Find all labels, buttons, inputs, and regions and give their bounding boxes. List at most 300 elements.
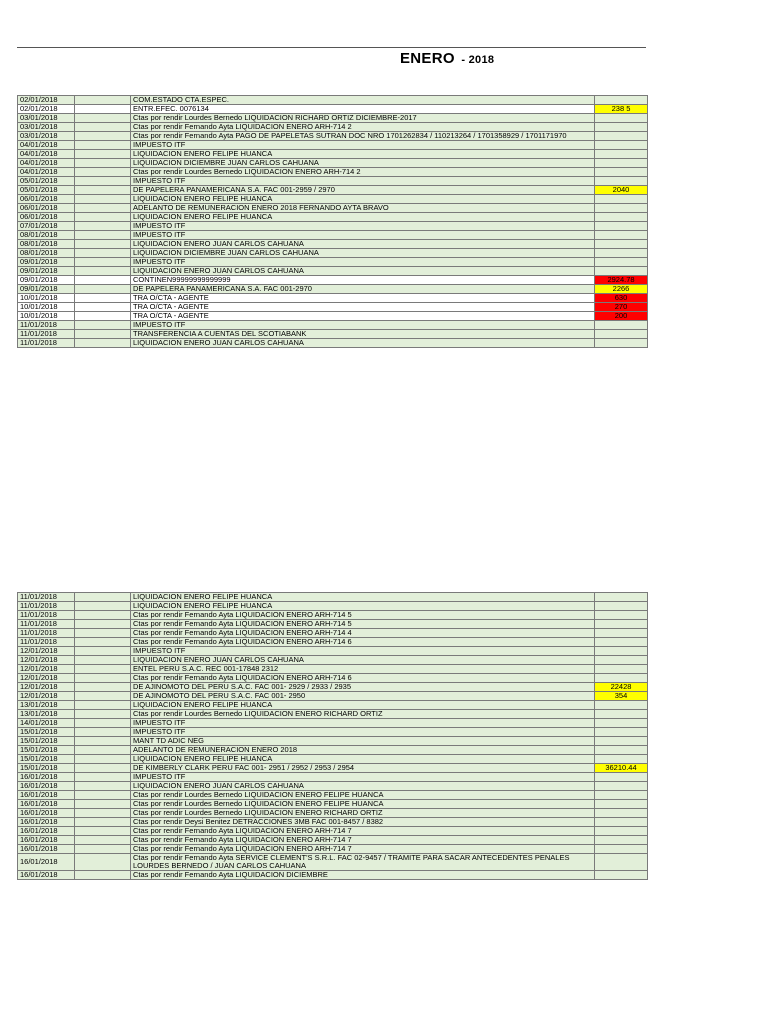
description-cell: LIQUIDACION ENERO FELIPE HUANCA (131, 213, 595, 222)
amount-cell (595, 321, 648, 330)
description-cell: ENTEL PERU S.A.C. REC 001-17848 2312 (131, 665, 595, 674)
empty-cell (75, 665, 131, 674)
description-cell: IMPUESTO ITF (131, 321, 595, 330)
table-row (18, 701, 648, 710)
amount-cell (595, 791, 648, 800)
date-cell: 13/01/2018 (18, 710, 75, 719)
description-cell: COM.ESTADO CTA.ESPEC. (131, 96, 595, 105)
table-row (18, 728, 648, 737)
amount-cell (595, 231, 648, 240)
amount-cell (595, 836, 648, 845)
empty-cell (75, 719, 131, 728)
date-cell: 02/01/2018 (18, 105, 75, 114)
date-cell: 11/01/2018 (18, 330, 75, 339)
sheet-title (400, 50, 494, 67)
table-row (18, 620, 648, 629)
date-cell: 15/01/2018 (18, 728, 75, 737)
empty-cell (75, 168, 131, 177)
table-row (18, 737, 648, 746)
amount-cell (595, 782, 648, 791)
date-cell: 11/01/2018 (18, 321, 75, 330)
table-row (18, 330, 648, 339)
amount-cell: 630 (595, 294, 648, 303)
description-cell: LIQUIDACION ENERO FELIPE HUANCA (131, 195, 595, 204)
description-cell: Ctas por rendir Fernando Ayta LIQUIDACION ENERO ARH-714 6 (131, 674, 595, 683)
table-row (18, 150, 648, 159)
table-row (18, 602, 648, 611)
amount-cell (595, 168, 648, 177)
table-row (18, 177, 648, 186)
description-cell: DE PAPELERA PANAMERICANA S.A. FAC 001-2970 (131, 285, 595, 294)
description-cell: Ctas por rendir Fernando Ayta LIQUIDACION ENERO ARH-714 7 (131, 836, 595, 845)
date-cell: 16/01/2018 (18, 791, 75, 800)
date-cell: 16/01/2018 (18, 827, 75, 836)
empty-cell (75, 782, 131, 791)
description-cell: TRANSFERENCIA A CUENTAS DEL SCOTIABANK (131, 330, 595, 339)
amount-cell (595, 593, 648, 602)
description-cell: LIQUIDACION ENERO JUAN CARLOS CAHUANA (131, 240, 595, 249)
date-cell: 09/01/2018 (18, 285, 75, 294)
empty-cell (75, 871, 131, 880)
description-cell: DE AJINOMOTO DEL PERU S.A.C. FAC 001- 2929 / 2933 / 2935 (131, 683, 595, 692)
empty-cell (75, 312, 131, 321)
empty-cell (75, 701, 131, 710)
date-cell: 16/01/2018 (18, 773, 75, 782)
amount-cell (595, 746, 648, 755)
date-cell: 11/01/2018 (18, 593, 75, 602)
date-cell: 16/01/2018 (18, 845, 75, 854)
table-row (18, 647, 648, 656)
amount-cell (595, 809, 648, 818)
description-cell: Ctas por rendir Lourdes Bernedo LIQUIDACION ENERO FELIPE HUANCA (131, 800, 595, 809)
amount-cell (595, 330, 648, 339)
date-cell: 15/01/2018 (18, 737, 75, 746)
description-cell: LIQUIDACION ENERO JUAN CARLOS CAHUANA (131, 267, 595, 276)
date-cell: 12/01/2018 (18, 647, 75, 656)
table-row (18, 249, 648, 258)
empty-cell (75, 737, 131, 746)
amount-cell (595, 737, 648, 746)
description-cell: Ctas por rendir Deysi Benitez DETRACCIONES 3MB FAC 001-8457 / 8382 (131, 818, 595, 827)
empty-cell (75, 845, 131, 854)
table-row (18, 141, 648, 150)
empty-cell (75, 647, 131, 656)
description-cell: LIQUIDACION ENERO JUAN CARLOS CAHUANA (131, 339, 595, 348)
table-row (18, 339, 648, 348)
amount-cell: 2040 (595, 186, 648, 195)
table-row (18, 683, 648, 692)
amount-cell: 36210.44 (595, 764, 648, 773)
empty-cell (75, 285, 131, 294)
empty-cell (75, 213, 131, 222)
table-row (18, 710, 648, 719)
date-cell: 12/01/2018 (18, 665, 75, 674)
amount-cell (595, 222, 648, 231)
description-cell: LIQUIDACION ENERO FELIPE HUANCA (131, 755, 595, 764)
table-row (18, 195, 648, 204)
date-cell: 16/01/2018 (18, 809, 75, 818)
table-row (18, 303, 648, 312)
date-cell: 12/01/2018 (18, 683, 75, 692)
date-cell: 03/01/2018 (18, 114, 75, 123)
empty-cell (75, 773, 131, 782)
description-cell: Ctas por rendir Fernando Ayta LIQUIDACION ENERO ARH-714 4 (131, 629, 595, 638)
description-cell: DE KIMBERLY CLARK PERU FAC 001- 2951 / 2952 / 2953 / 2954 (131, 764, 595, 773)
description-cell: IMPUESTO ITF (131, 258, 595, 267)
description-cell: ADELANTO DE REMUNERACION ENERO 2018 (131, 746, 595, 755)
description-cell: Ctas por rendir Fernando Ayta PAGO DE PAPELETAS SUTRAN DOC NRO 1701262834 / 110213264 / 1701358929 / 1701171970 (131, 132, 595, 141)
amount-cell (595, 159, 648, 168)
date-cell: 04/01/2018 (18, 150, 75, 159)
description-cell: Ctas por rendir Fernando Ayta LIQUIDACION ENERO ARH-714 7 (131, 845, 595, 854)
empty-cell (75, 123, 131, 132)
date-cell: 04/01/2018 (18, 141, 75, 150)
amount-cell (595, 728, 648, 737)
description-cell: IMPUESTO ITF (131, 719, 595, 728)
date-cell: 06/01/2018 (18, 213, 75, 222)
amount-cell (595, 249, 648, 258)
date-cell: 08/01/2018 (18, 231, 75, 240)
table-row (18, 267, 648, 276)
date-cell: 13/01/2018 (18, 701, 75, 710)
empty-cell (75, 755, 131, 764)
empty-cell (75, 132, 131, 141)
amount-cell (595, 96, 648, 105)
empty-cell (75, 105, 131, 114)
table-row (18, 294, 648, 303)
empty-cell (75, 204, 131, 213)
table-row (18, 809, 648, 818)
description-cell: IMPUESTO ITF (131, 141, 595, 150)
amount-cell: 270 (595, 303, 648, 312)
date-cell: 03/01/2018 (18, 123, 75, 132)
amount-cell (595, 674, 648, 683)
amount-cell: 22428 (595, 683, 648, 692)
ledger-table-2 (17, 592, 648, 880)
description-cell: IMPUESTO ITF (131, 231, 595, 240)
table-row (18, 638, 648, 647)
description-cell: Ctas por rendir Fernando Ayta LIQUIDACION DICIEMBRE (131, 871, 595, 880)
date-cell: 10/01/2018 (18, 312, 75, 321)
description-cell: TRA O/CTA - AGENTE (131, 303, 595, 312)
date-cell: 09/01/2018 (18, 267, 75, 276)
description-cell: LIQUIDACION ENERO FELIPE HUANCA (131, 593, 595, 602)
amount-cell (595, 656, 648, 665)
table-row (18, 692, 648, 701)
table-row (18, 836, 648, 845)
amount-cell (595, 339, 648, 348)
table-row (18, 105, 648, 114)
empty-cell (75, 656, 131, 665)
table-row (18, 593, 648, 602)
amount-cell (595, 755, 648, 764)
date-cell: 16/01/2018 (18, 854, 75, 871)
description-cell: Ctas por rendir Fernando Ayta SERVICE CLEMENT'S S.R.L. FAC 02-9457 / TRAMITE PARA SACAR ANTECEDENTES PENALES LOURDES BERNEDO / JUAN CARLOS CAHUANA (131, 854, 595, 871)
empty-cell (75, 692, 131, 701)
amount-cell: 200 (595, 312, 648, 321)
description-cell: Ctas por rendir Lourdes Bernedo LIQUIDACION ENERO RICHARD ORTIZ (131, 809, 595, 818)
table-row (18, 96, 648, 105)
amount-cell (595, 611, 648, 620)
table-row (18, 321, 648, 330)
date-cell: 11/01/2018 (18, 638, 75, 647)
amount-cell (595, 620, 648, 629)
amount-cell (595, 638, 648, 647)
description-cell: DE PAPELERA PANAMERICANA S.A. FAC 001-2959 / 2970 (131, 186, 595, 195)
empty-cell (75, 818, 131, 827)
table-row (18, 827, 648, 836)
table-row (18, 222, 648, 231)
empty-cell (75, 249, 131, 258)
description-cell: DE AJINOMOTO DEL PERU S.A.C. FAC 001- 2950 (131, 692, 595, 701)
date-cell: 04/01/2018 (18, 168, 75, 177)
empty-cell (75, 222, 131, 231)
description-cell: IMPUESTO ITF (131, 728, 595, 737)
amount-cell (595, 845, 648, 854)
empty-cell (75, 240, 131, 249)
description-cell: CONTINEN99999999999999 (131, 276, 595, 285)
ledger-table-1 (17, 95, 648, 348)
description-cell: Ctas por rendir Lourdes Bernedo LIQUIDACION RICHARD ORTIZ DICIEMBRE-2017 (131, 114, 595, 123)
description-cell: Ctas por rendir Lourdes Bernedo LIQUIDACION ENERO RICHARD ORTIZ (131, 710, 595, 719)
amount-cell (595, 213, 648, 222)
empty-cell (75, 674, 131, 683)
empty-cell (75, 611, 131, 620)
table-row (18, 773, 648, 782)
amount-cell (595, 800, 648, 809)
table-row (18, 818, 648, 827)
date-cell: 09/01/2018 (18, 276, 75, 285)
table-row (18, 629, 648, 638)
date-cell: 16/01/2018 (18, 782, 75, 791)
table-row (18, 276, 648, 285)
date-cell: 11/01/2018 (18, 629, 75, 638)
empty-cell (75, 150, 131, 159)
date-cell: 16/01/2018 (18, 871, 75, 880)
table-row (18, 114, 648, 123)
amount-cell (595, 204, 648, 213)
description-cell: IMPUESTO ITF (131, 177, 595, 186)
title-year: - 2018 (461, 54, 495, 66)
table-row (18, 791, 648, 800)
table-row (18, 746, 648, 755)
empty-cell (75, 258, 131, 267)
date-cell: 09/01/2018 (18, 258, 75, 267)
date-cell: 15/01/2018 (18, 746, 75, 755)
table-row (18, 800, 648, 809)
table-row (18, 854, 648, 871)
table-row (18, 285, 648, 294)
date-cell: 10/01/2018 (18, 294, 75, 303)
amount-cell (595, 114, 648, 123)
description-cell: Ctas por rendir Fernando Ayta LIQUIDACION ENERO ARH-714 6 (131, 638, 595, 647)
table-row (18, 186, 648, 195)
empty-cell (75, 114, 131, 123)
empty-cell (75, 827, 131, 836)
table-row (18, 213, 648, 222)
description-cell: LIQUIDACION ENERO FELIPE HUANCA (131, 701, 595, 710)
date-cell: 06/01/2018 (18, 195, 75, 204)
amount-cell (595, 871, 648, 880)
description-cell: Ctas por rendir Lourdes Bernedo LIQUIDACION ENERO ARH-714 2 (131, 168, 595, 177)
empty-cell (75, 791, 131, 800)
amount-cell (595, 132, 648, 141)
table-row (18, 312, 648, 321)
description-cell: ENTR.EFEC. 0076134 (131, 105, 595, 114)
amount-cell (595, 267, 648, 276)
description-cell: IMPUESTO ITF (131, 773, 595, 782)
date-cell: 16/01/2018 (18, 818, 75, 827)
amount-cell (595, 150, 648, 159)
date-cell: 08/01/2018 (18, 249, 75, 258)
empty-cell (75, 746, 131, 755)
date-cell: 14/01/2018 (18, 719, 75, 728)
empty-cell (75, 159, 131, 168)
empty-cell (75, 638, 131, 647)
empty-cell (75, 339, 131, 348)
date-cell: 11/01/2018 (18, 339, 75, 348)
amount-cell (595, 123, 648, 132)
table-row (18, 782, 648, 791)
date-cell: 08/01/2018 (18, 240, 75, 249)
amount-cell (595, 773, 648, 782)
description-cell: Ctas por rendir Fernando Ayta LIQUIDACION ENERO ARH-714 5 (131, 611, 595, 620)
date-cell: 12/01/2018 (18, 674, 75, 683)
table-row (18, 845, 648, 854)
date-cell: 04/01/2018 (18, 159, 75, 168)
date-cell: 06/01/2018 (18, 204, 75, 213)
date-cell: 15/01/2018 (18, 755, 75, 764)
amount-cell (595, 719, 648, 728)
description-cell: Ctas por rendir Fernando Ayta LIQUIDACION ENERO ARH-714 7 (131, 827, 595, 836)
date-cell: 07/01/2018 (18, 222, 75, 231)
description-cell: LIQUIDACION ENERO FELIPE HUANCA (131, 150, 595, 159)
date-cell: 03/01/2018 (18, 132, 75, 141)
description-cell: LIQUIDACION ENERO FELIPE HUANCA (131, 602, 595, 611)
amount-cell: 2924.78 (595, 276, 648, 285)
empty-cell (75, 294, 131, 303)
empty-cell (75, 836, 131, 845)
empty-cell (75, 854, 131, 871)
table-row (18, 665, 648, 674)
empty-cell (75, 330, 131, 339)
table-row (18, 132, 648, 141)
description-cell: IMPUESTO ITF (131, 222, 595, 231)
amount-cell (595, 827, 648, 836)
table-row (18, 159, 648, 168)
empty-cell (75, 303, 131, 312)
date-cell: 05/01/2018 (18, 186, 75, 195)
description-cell: LIQUIDACION ENERO JUAN CARLOS CAHUANA (131, 656, 595, 665)
amount-cell (595, 177, 648, 186)
amount-cell (595, 665, 648, 674)
empty-cell (75, 195, 131, 204)
table-row (18, 258, 648, 267)
empty-cell (75, 267, 131, 276)
description-cell: TRA O/CTA - AGENTE (131, 312, 595, 321)
amount-cell: 238 5 (595, 105, 648, 114)
empty-cell (75, 683, 131, 692)
amount-cell (595, 258, 648, 267)
table-row (18, 123, 648, 132)
empty-cell (75, 710, 131, 719)
empty-cell (75, 809, 131, 818)
empty-cell (75, 620, 131, 629)
description-cell: LIQUIDACION DICIEMBRE JUAN CARLOS CAHUANA (131, 249, 595, 258)
date-cell: 11/01/2018 (18, 620, 75, 629)
amount-cell (595, 240, 648, 249)
title-month: ENERO (400, 50, 455, 67)
empty-cell (75, 96, 131, 105)
description-cell: LIQUIDACION ENERO JUAN CARLOS CAHUANA (131, 782, 595, 791)
empty-cell (75, 231, 131, 240)
empty-cell (75, 276, 131, 285)
table-row (18, 871, 648, 880)
amount-cell (595, 854, 648, 871)
table-row (18, 764, 648, 773)
table-row (18, 168, 648, 177)
empty-cell (75, 321, 131, 330)
description-cell: ADELANTO DE REMUNERACION ENERO 2018 FERNANDO AYTA BRAVO (131, 204, 595, 213)
table-row (18, 755, 648, 764)
date-cell: 16/01/2018 (18, 800, 75, 809)
empty-cell (75, 593, 131, 602)
empty-cell (75, 764, 131, 773)
amount-cell: 354 (595, 692, 648, 701)
amount-cell (595, 647, 648, 656)
table-row (18, 719, 648, 728)
empty-cell (75, 602, 131, 611)
table-row (18, 231, 648, 240)
amount-cell: 2266 (595, 285, 648, 294)
table-row (18, 204, 648, 213)
date-cell: 05/01/2018 (18, 177, 75, 186)
date-cell: 10/01/2018 (18, 303, 75, 312)
description-cell: TRA O/CTA - AGENTE (131, 294, 595, 303)
date-cell: 12/01/2018 (18, 692, 75, 701)
empty-cell (75, 177, 131, 186)
top-rule (17, 47, 646, 48)
date-cell: 11/01/2018 (18, 602, 75, 611)
empty-cell (75, 728, 131, 737)
description-cell: LIQUIDACION DICIEMBRE JUAN CARLOS CAHUANA (131, 159, 595, 168)
amount-cell (595, 141, 648, 150)
amount-cell (595, 710, 648, 719)
amount-cell (595, 818, 648, 827)
table-row (18, 656, 648, 665)
table-row (18, 611, 648, 620)
description-cell: IMPUESTO ITF (131, 647, 595, 656)
description-cell: Ctas por rendir Lourdes Bernedo LIQUIDACION ENERO FELIPE HUANCA (131, 791, 595, 800)
table-row (18, 674, 648, 683)
empty-cell (75, 800, 131, 809)
empty-cell (75, 629, 131, 638)
date-cell: 12/01/2018 (18, 656, 75, 665)
description-cell: MANT TD ADIC NEG (131, 737, 595, 746)
date-cell: 15/01/2018 (18, 764, 75, 773)
description-cell: Ctas por rendir Fernando Ayta LIQUIDACION ENERO ARH-714 2 (131, 123, 595, 132)
description-cell: Ctas por rendir Fernando Ayta LIQUIDACION ENERO ARH-714 5 (131, 620, 595, 629)
date-cell: 11/01/2018 (18, 611, 75, 620)
amount-cell (595, 629, 648, 638)
empty-cell (75, 141, 131, 150)
amount-cell (595, 602, 648, 611)
empty-cell (75, 186, 131, 195)
amount-cell (595, 701, 648, 710)
amount-cell (595, 195, 648, 204)
date-cell: 02/01/2018 (18, 96, 75, 105)
date-cell: 16/01/2018 (18, 836, 75, 845)
